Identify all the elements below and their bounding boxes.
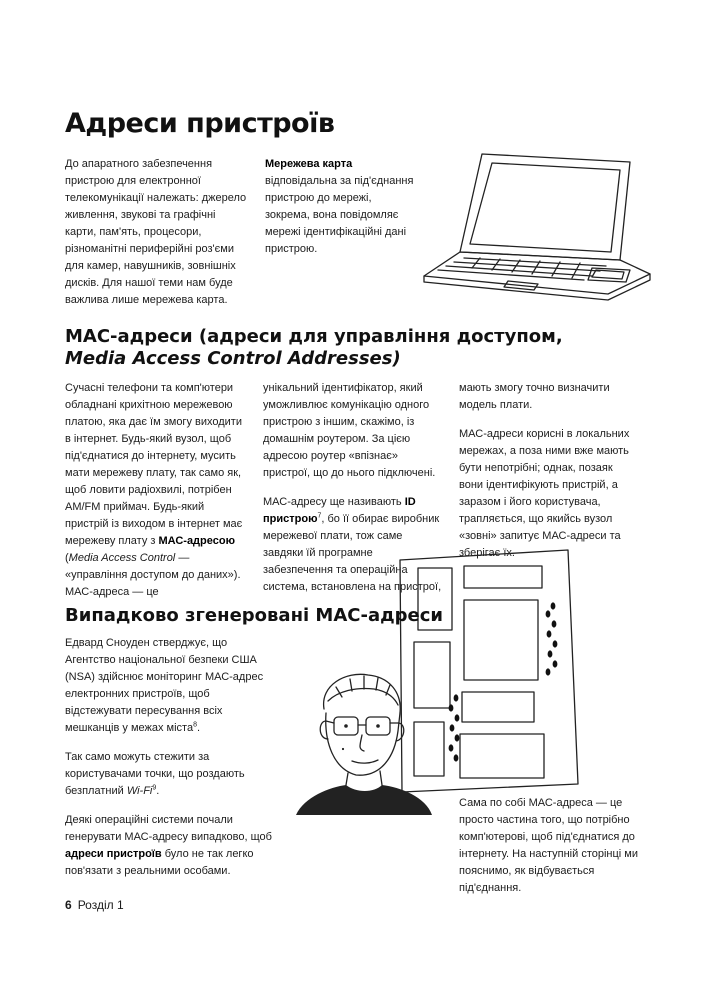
device-id-term: ID пристрою — [263, 496, 416, 525]
intro-paragraph: До апаратного забезпечення пристрою для електронної телекомунікації належать: джерело живлення, звукові та графічні карти, пам'ять, процесори, різноманітні периферійні роз'єми для камер, навушників, зовнішніх дисків. Для нашої теми нам буде важлива лише мережева карта. — [65, 158, 247, 306]
mac-c3-paragraph-1: мають змогу точно визначити модель плати. — [459, 382, 610, 411]
mac-heading-line1: МАС-адреси (адреси для управління доступом, — [65, 326, 563, 347]
randomize-text-b: було не так легко пов'язати з реальними особами. — [65, 848, 254, 877]
random-mac-heading: Випадково згенеровані МАС-адреси — [65, 605, 444, 626]
mac-section-heading — [65, 326, 665, 370]
snowden-paragraph: Едвард Сноуден стверджує, що Агентство національної безпеки США (NSA) здійснює моніторинг МАС-адрес електронних пристроїв, щоб відстежувати пересування всіх мешканців у межах міста$^8$. — [65, 637, 264, 734]
snowden-text: Едвард Сноуден стверджує, що Агентство національної безпеки США (NSA) здійснює моніторинг МАС-адрес електронних пристроїв, щоб відстежувати пересування всіх мешканців у межах міста — [65, 637, 264, 734]
network-card-term: Мережева карта — [265, 158, 353, 170]
mac-column-1 — [65, 380, 245, 601]
footnote-7: 7 — [317, 512, 322, 520]
mac-address-term: МАС-адресою — [158, 535, 235, 547]
mac-c2-paragraph-1: унікальний ідентифікатор, який уможливлює комунікацію одного пристрою з іншим, скажімо, із домашнім роутером. За цією адресою роутер «впізнає» пристрої, що до нього підключені. — [263, 382, 436, 479]
mac-c2-text-a: МАС-адресу ще називають — [263, 496, 405, 508]
mac-c1-text-1: Сучасні телефони та комп'ютери обладнані крихітною мережевою платою, яка дає їм змогу виходити в інтернет. Будь-який вузол, щоб під'єднатися до інтернету, мусить мати мережеву плату, так само як, щоб ловити радіохвилі, потрібен AM/FM приймач. Будь-який пристрій із виходом в інтернет має мережеву плату з — [65, 382, 243, 547]
page-title: Адреси пристроїв — [65, 108, 335, 139]
person-with-glasses-illustration — [290, 665, 440, 815]
random-mac-column — [65, 635, 275, 892]
laptop-illustration — [420, 148, 660, 308]
chapter-label: Розділ 1 — [77, 898, 124, 912]
wifi-paragraph: Так само можуть стежити за користувачами точки, що роздають безплатний Wi-Fi$^9$. — [65, 751, 245, 797]
mac-c2-text-b: , бо її обирає виробник мережевої плати, тож саме завдяки їй програмне забезпечення та операційна система, встановлена на пристрої, — [263, 513, 442, 593]
device-addresses-term: адреси пристроїв — [65, 848, 162, 860]
network-card-text: відповідальна за під'єднання пристрою до мережі, зокрема, вона повідомляє мережі ідентифікаційні дані пристрою. — [265, 175, 414, 255]
mac-c1-text-3: — «управління доступом до даних»). МАС-адреса — це — [65, 552, 241, 598]
page-number: 6 — [65, 898, 72, 912]
mac-heading-line2: Media Access Control Addresses) — [65, 348, 401, 369]
mac-c1-italic: Media Access Control — [68, 552, 176, 564]
mac-column-3 — [459, 380, 635, 574]
page-footer — [65, 898, 124, 912]
wifi-term: Wi-Fi — [126, 785, 153, 797]
randomize-text-a: Деякі операційні системи почали генерувати МАС-адресу випадково, щоб — [65, 814, 272, 843]
network-card-paragraph — [265, 156, 415, 258]
footnote-9: 9 — [152, 784, 157, 792]
side-paragraph: Сама по собі МАС-адреса — це просто частина того, що потрібно комп'ютерові, щоб під'єднатися до інтернету. На наступній сторінці ми пояснимо, як відбувається під'єднання. — [459, 797, 638, 894]
footnote-8: 8 — [193, 721, 197, 729]
randomize-paragraph — [65, 812, 275, 880]
mac-c1-text-2: ( — [65, 552, 69, 564]
wifi-text: Так само можуть стежити за користувачами точки, що роздають безплатний — [65, 751, 245, 797]
mac-c3-paragraph-2: МАС-адреси корисні в локальних мережах, а поза ними вже мають бути непотрібні; однак, позаяк вони ідентифікують пристрій, а заразом і його користувача, трапляється, що якийсь вузол «зовні» запитує МАС-адреси та зберігає їх. — [459, 428, 630, 559]
